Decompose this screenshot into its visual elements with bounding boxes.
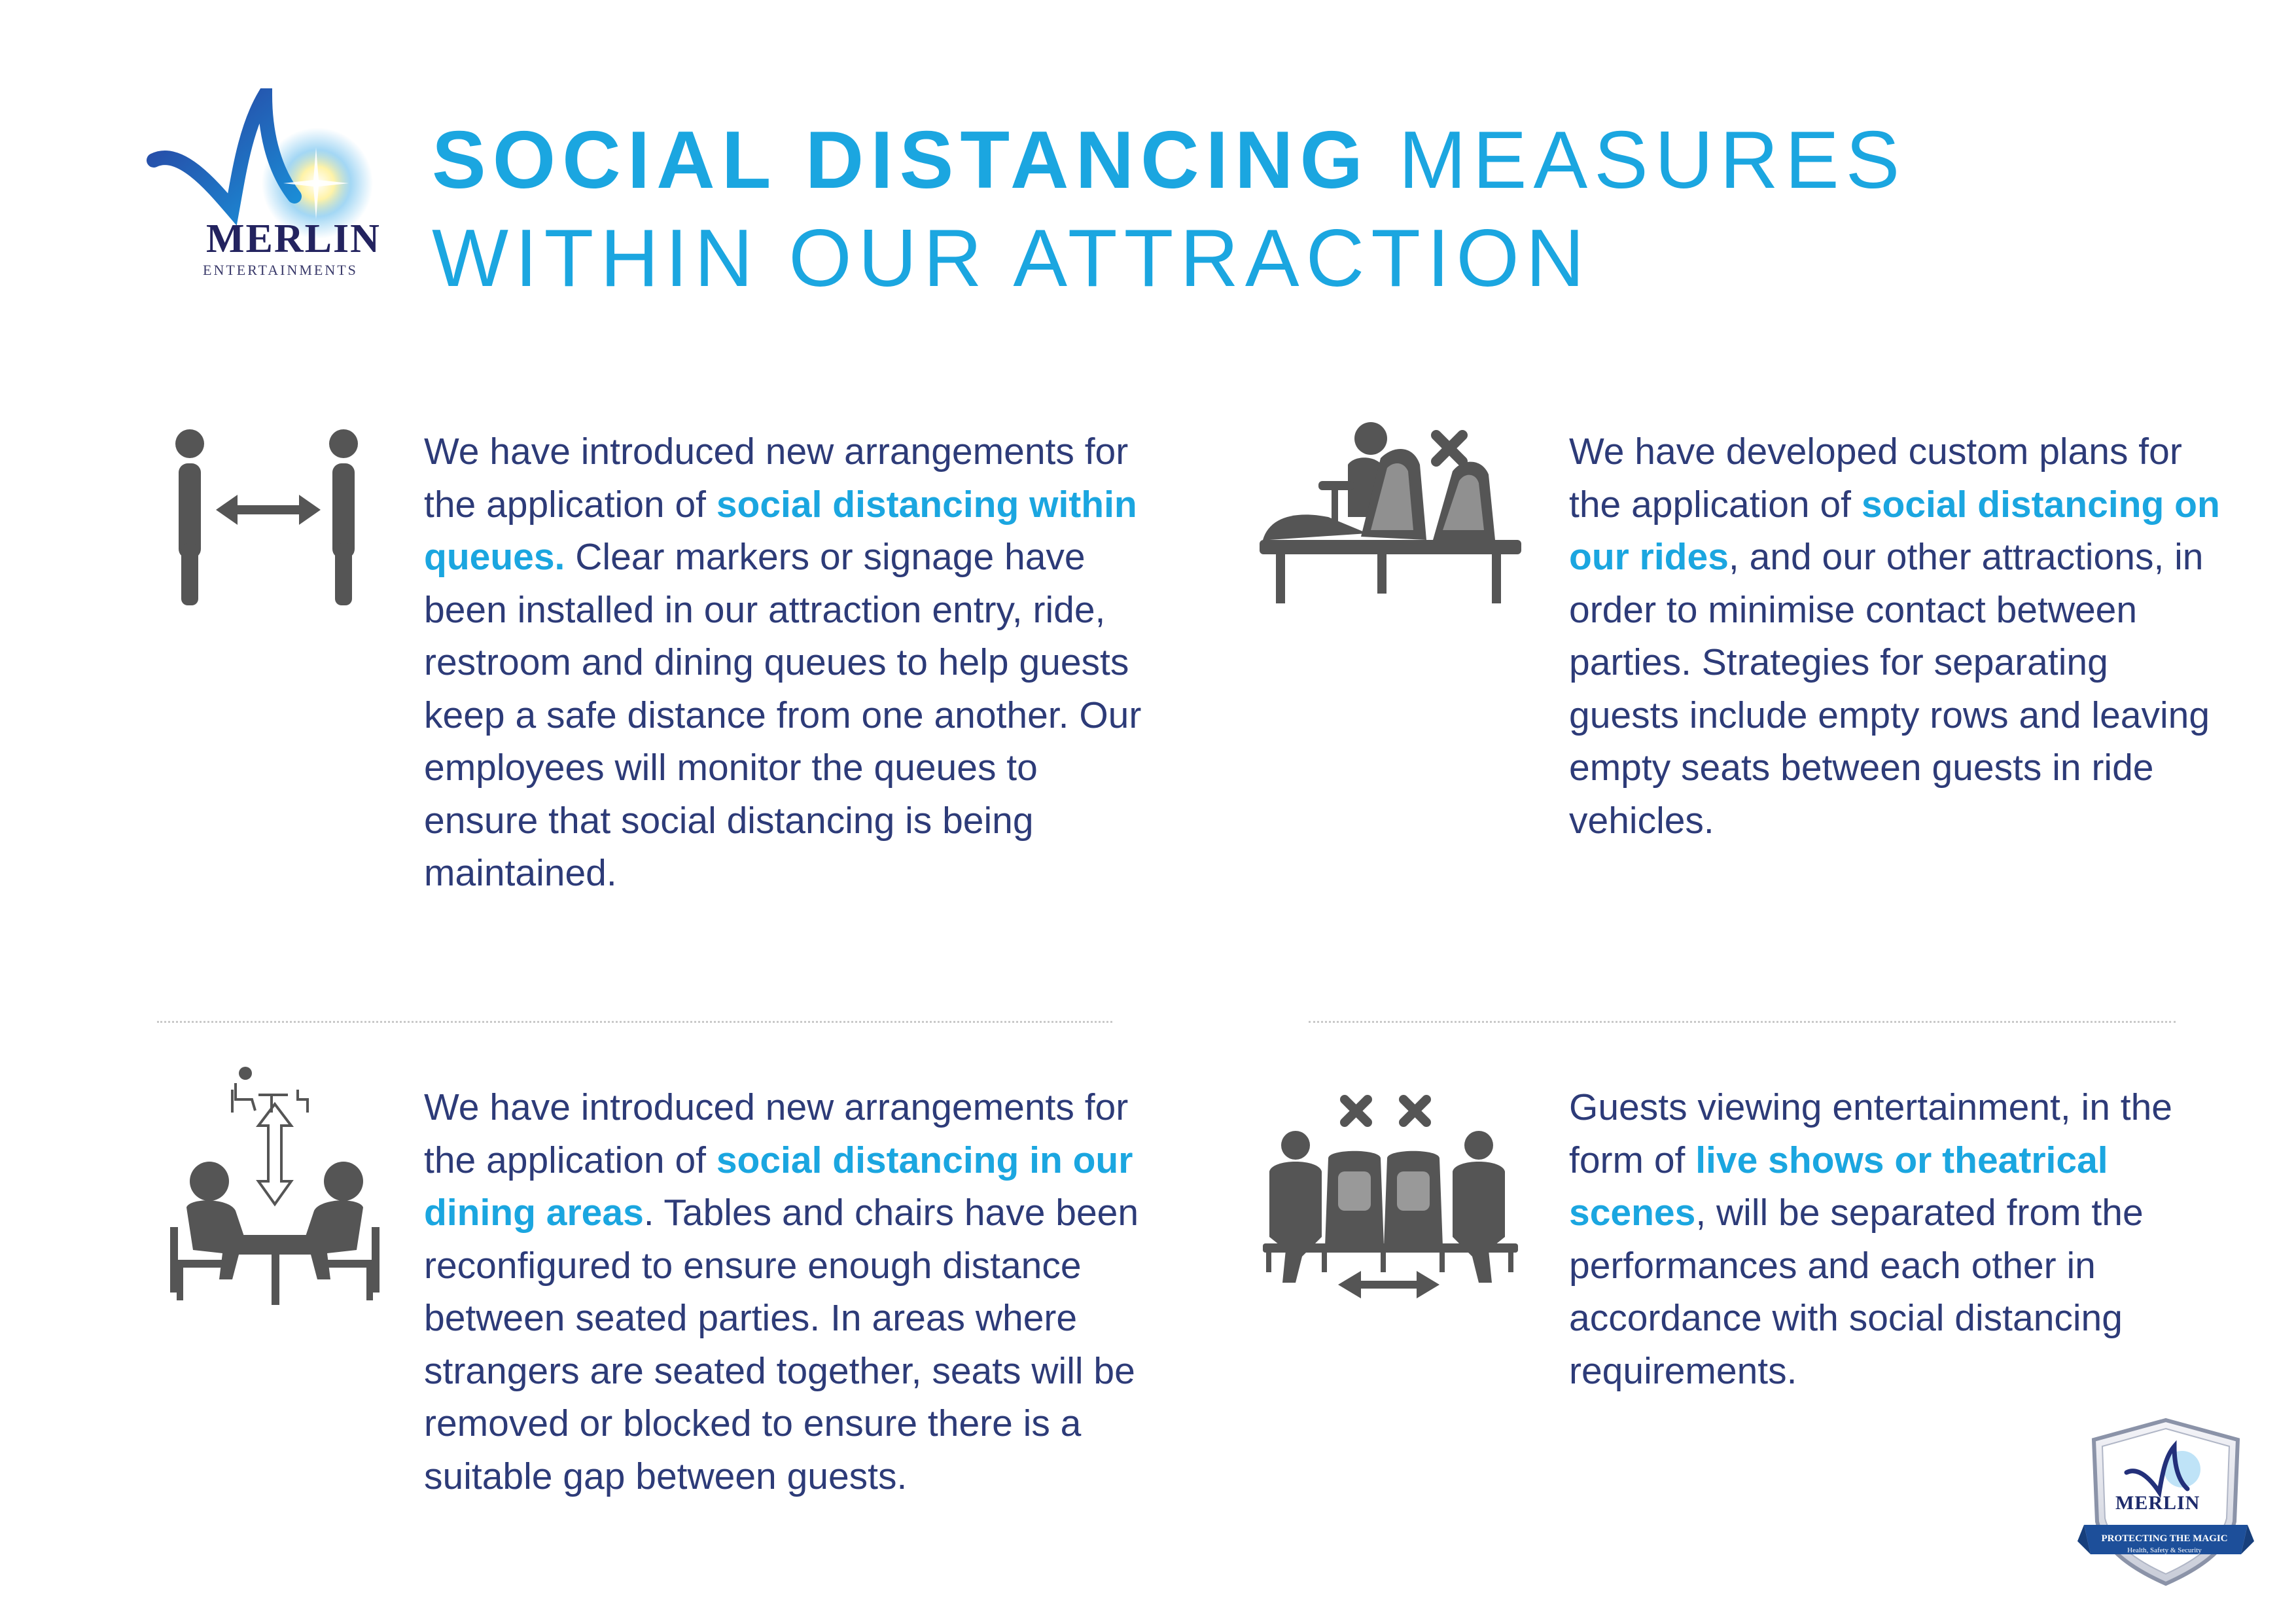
badge-wordmark: MERLIN — [2115, 1492, 2200, 1514]
title-line-1 — [432, 111, 1906, 209]
dining-lead: We have introduced new arrangements for the application of — [424, 1086, 1129, 1181]
queues-paragraph — [424, 425, 1144, 900]
dining-highlight: social distancing in our dining areas — [424, 1139, 1133, 1234]
title-light: MEASURES — [1369, 115, 1907, 205]
theatre-seating-distance-icon — [1256, 1086, 1525, 1302]
rides-tail: , and our other attractions, in order to minimise contact between parties. Strategies for separating guests include empty rows and leaving empty seats between guests in ride vehicles. — [1569, 536, 2210, 842]
shows-paragraph — [1569, 1081, 2223, 1397]
title-strong: SOCIAL DISTANCING — [432, 115, 1370, 205]
rides-paragraph — [1569, 425, 2223, 847]
queues-highlight: social distancing within queues. — [424, 483, 1137, 578]
divider-right — [1309, 1021, 2176, 1023]
page-title — [432, 111, 1906, 308]
two-people-distance-icon — [167, 425, 370, 609]
shows-highlight: live shows or theatrical scenes — [1569, 1139, 2108, 1234]
divider-left — [157, 1021, 1112, 1023]
queues-tail: Clear markers or signage have been installed in our attraction entry, ride, restroom and dining queues to help guests keep a safe distance from one another. Our employees will monitor the queues to ensure that social distancing is being maintained. — [424, 536, 1142, 894]
rides-lead: We have developed custom plans for the application of — [1569, 431, 2182, 526]
shows-lead: Guests viewing entertainment, in the form of — [1569, 1086, 2172, 1181]
ride-vehicle-empty-seat-icon — [1256, 419, 1525, 615]
dining-paragraph — [424, 1081, 1176, 1503]
dining-table-distance-icon — [167, 1063, 383, 1306]
title-line-2: WITHIN OUR ATTRACTION — [432, 213, 1591, 304]
merlin-logo — [141, 88, 383, 285]
badge-motto: PROTECTING THE MAGIC — [2101, 1533, 2228, 1544]
queues-lead: We have introduced new arrangements for the application of — [424, 431, 1129, 526]
badge-subline: Health, Safety & Security — [2127, 1546, 2202, 1554]
merlin-subline: ENTERTAINMENTS — [203, 262, 358, 278]
merlin-wordmark: MERLIN — [206, 217, 381, 261]
dining-tail: . Tables and chairs have been reconfigured to ensure enough distance between seated parties. In areas where strangers are seated together, seats will be removed or blocked to ensure there is a suitable gap between guests. — [424, 1192, 1139, 1497]
shows-tail: , will be separated from the performances and each other in accordance with social distancing requirements. — [1569, 1192, 2144, 1392]
rides-highlight: social distancing on our rides — [1569, 483, 2220, 578]
protecting-the-magic-badge — [2077, 1417, 2254, 1590]
